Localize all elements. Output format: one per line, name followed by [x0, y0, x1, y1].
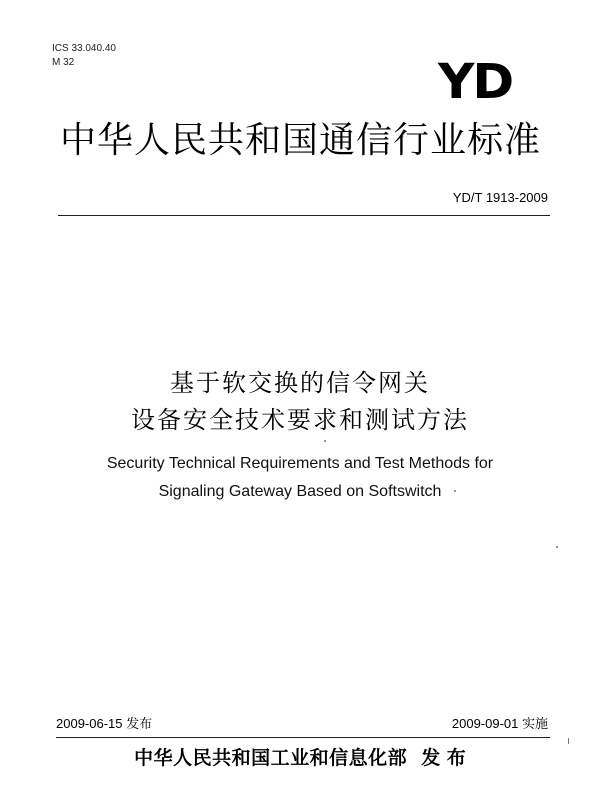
issuer-name: 中华人民共和国工业和信息化部	[134, 747, 408, 769]
implementation-date: 2009-09-01 实施	[451, 716, 548, 731]
standard-category-title: 中华人民共和国通信行业标准	[60, 120, 542, 161]
classification-codes	[52, 42, 116, 70]
scan-speck	[324, 440, 326, 442]
english-title-line-2: Signaling Gateway Based on Softswitch	[158, 483, 442, 500]
ics-code: ICS 33.040.40	[52, 43, 116, 54]
yd-logo: YD	[438, 54, 513, 110]
scan-speck	[556, 546, 558, 548]
standard-code: YD/T 1913-2009	[452, 190, 548, 205]
issue-date: 2009-06-15 发布	[56, 716, 153, 731]
issuer-verb: 发 布	[421, 747, 466, 769]
chinese-title-line-1: 基于软交换的信令网关	[170, 369, 430, 397]
scan-speck	[568, 738, 569, 744]
issuer-line	[0, 745, 600, 771]
top-divider	[58, 215, 550, 216]
scan-speck	[454, 490, 456, 492]
chinese-title-line-2: 设备安全技术要求和测试方法	[131, 406, 469, 434]
ccs-code: M 32	[52, 57, 75, 68]
bottom-divider	[56, 737, 550, 738]
english-title-line-1: Security Technical Requirements and Test Methods for	[106, 455, 494, 472]
